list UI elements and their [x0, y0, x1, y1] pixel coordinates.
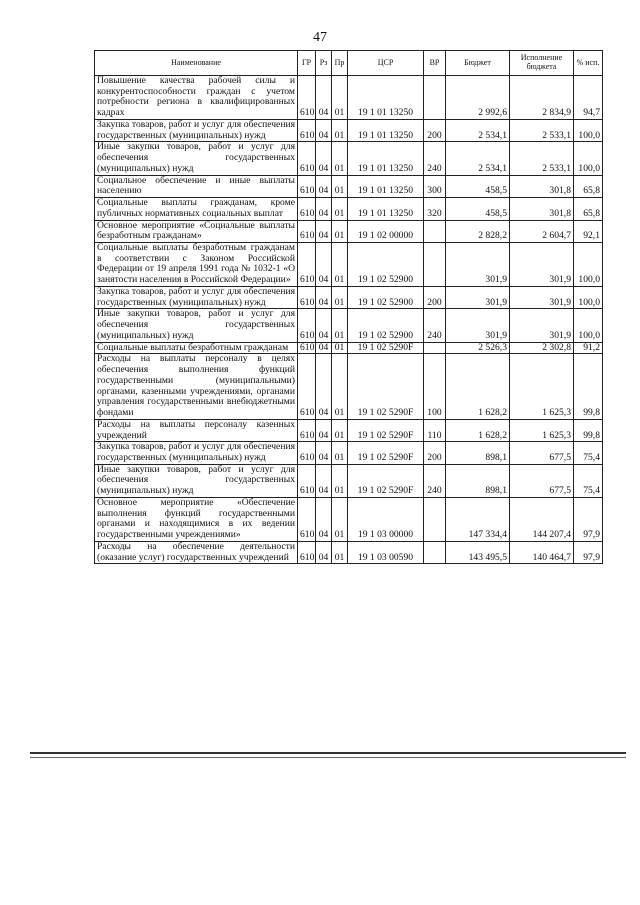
- row-budget-cell: 2 992,6: [446, 76, 510, 120]
- row-percent-cell: 94,7: [574, 76, 603, 120]
- row-rz-cell: 04: [316, 286, 332, 308]
- row-budget-cell: 147 334,4: [446, 497, 510, 541]
- budget-execution-table: [94, 50, 603, 564]
- row-rz-cell: 04: [316, 541, 332, 563]
- row-gr-cell: 610: [298, 198, 316, 220]
- row-gr-cell: 610: [298, 442, 316, 464]
- table-row: [95, 175, 603, 197]
- row-rz-cell: 04: [316, 198, 332, 220]
- row-gr-cell: 610: [298, 342, 316, 354]
- row-name-cell: Расходы на выплаты персоналу казенных учреждений: [95, 419, 298, 441]
- row-rz-cell: 04: [316, 175, 332, 197]
- row-name-cell: Социальное обеспечение и иные выплаты населению: [95, 175, 298, 197]
- row-rz-cell: 04: [316, 442, 332, 464]
- row-gr-cell: 610: [298, 419, 316, 441]
- row-rz-cell: 04: [316, 497, 332, 541]
- row-vr-cell: 200: [424, 442, 446, 464]
- row-percent-cell: 100,0: [574, 142, 603, 175]
- row-name-cell: Иные закупки товаров, работ и услуг для обеспечения государственных (муниципальных) нужд: [95, 309, 298, 342]
- row-rz-cell: 04: [316, 309, 332, 342]
- row-execution-cell: 301,8: [510, 175, 574, 197]
- row-percent-cell: 99,8: [574, 419, 603, 441]
- header-percent: % исп.: [574, 51, 603, 76]
- row-pr-cell: 01: [332, 286, 348, 308]
- row-csr-cell: 19 1 01 13250: [348, 119, 424, 141]
- header-csr: ЦСР: [348, 51, 424, 76]
- row-budget-cell: 301,9: [446, 309, 510, 342]
- row-execution-cell: 2 533,1: [510, 119, 574, 141]
- row-vr-cell: [424, 76, 446, 120]
- footer-divider: [30, 752, 626, 754]
- header-name: Наименование: [95, 51, 298, 76]
- row-vr-cell: 240: [424, 142, 446, 175]
- row-gr-cell: 610: [298, 142, 316, 175]
- row-vr-cell: 200: [424, 286, 446, 308]
- row-pr-cell: 01: [332, 419, 348, 441]
- row-execution-cell: 2 302,8: [510, 342, 574, 354]
- row-pr-cell: 01: [332, 309, 348, 342]
- row-percent-cell: 75,4: [574, 442, 603, 464]
- row-percent-cell: 97,9: [574, 497, 603, 541]
- row-budget-cell: 2 534,1: [446, 142, 510, 175]
- row-csr-cell: 19 1 02 5290F: [348, 342, 424, 354]
- row-execution-cell: 301,9: [510, 286, 574, 308]
- row-pr-cell: 01: [332, 220, 348, 242]
- row-name-cell: Иные закупки товаров, работ и услуг для обеспечения государственных (муниципальных) нужд: [95, 464, 298, 497]
- row-pr-cell: 01: [332, 464, 348, 497]
- row-percent-cell: 97,9: [574, 541, 603, 563]
- row-gr-cell: 610: [298, 354, 316, 419]
- row-execution-cell: 2 533,1: [510, 142, 574, 175]
- row-execution-cell: 1 625,3: [510, 354, 574, 419]
- row-rz-cell: 04: [316, 76, 332, 120]
- row-budget-cell: 2 526,3: [446, 342, 510, 354]
- table-row: [95, 464, 603, 497]
- row-percent-cell: 91,2: [574, 342, 603, 354]
- row-execution-cell: 301,9: [510, 309, 574, 342]
- row-pr-cell: 01: [332, 175, 348, 197]
- row-vr-cell: [424, 342, 446, 354]
- row-budget-cell: 2 534,1: [446, 119, 510, 141]
- row-name-cell: Закупка товаров, работ и услуг для обеспечения государственных (муниципальных) нужд: [95, 286, 298, 308]
- table-row: [95, 342, 603, 354]
- table-header-row: [95, 51, 603, 76]
- row-csr-cell: 19 1 01 13250: [348, 198, 424, 220]
- row-percent-cell: 65,8: [574, 198, 603, 220]
- row-budget-cell: 301,9: [446, 243, 510, 287]
- row-pr-cell: 01: [332, 342, 348, 354]
- row-vr-cell: [424, 220, 446, 242]
- row-csr-cell: 19 1 03 00590: [348, 541, 424, 563]
- row-rz-cell: 04: [316, 354, 332, 419]
- table-row: [95, 243, 603, 287]
- row-execution-cell: 140 464,7: [510, 541, 574, 563]
- row-gr-cell: 610: [298, 220, 316, 242]
- row-budget-cell: 898,1: [446, 464, 510, 497]
- row-name-cell: Закупка товаров, работ и услуг для обеспечения государственных (муниципальных) нужд: [95, 119, 298, 141]
- row-pr-cell: 01: [332, 442, 348, 464]
- row-budget-cell: 1 628,2: [446, 419, 510, 441]
- table-row: [95, 497, 603, 541]
- header-rz: Рз: [316, 51, 332, 76]
- row-csr-cell: 19 1 02 5290F: [348, 442, 424, 464]
- row-pr-cell: 01: [332, 243, 348, 287]
- row-budget-cell: 458,5: [446, 175, 510, 197]
- row-csr-cell: 19 1 01 13250: [348, 142, 424, 175]
- row-name-cell: Социальные выплаты безработным гражданам в соответствии с Законом Российской Федерации от 19 апреля 1991 года № 1032-1 «О занятости населения в Российской Федерации»: [95, 243, 298, 287]
- table-row: [95, 119, 603, 141]
- row-pr-cell: 01: [332, 198, 348, 220]
- row-csr-cell: 19 1 02 5290F: [348, 464, 424, 497]
- row-vr-cell: 300: [424, 175, 446, 197]
- row-vr-cell: 200: [424, 119, 446, 141]
- row-name-cell: Основное мероприятие «Обеспечение выполнения функций государственными органами и находящимися в их ведении государственными учреждениями»: [95, 497, 298, 541]
- row-percent-cell: 99,8: [574, 354, 603, 419]
- row-gr-cell: 610: [298, 309, 316, 342]
- row-gr-cell: 610: [298, 243, 316, 287]
- table-row: [95, 142, 603, 175]
- row-budget-cell: 2 828,2: [446, 220, 510, 242]
- row-vr-cell: [424, 541, 446, 563]
- header-pr: Пр: [332, 51, 348, 76]
- header-gr: ГР: [298, 51, 316, 76]
- row-execution-cell: 2 834,9: [510, 76, 574, 120]
- row-budget-cell: 458,5: [446, 198, 510, 220]
- table-row: [95, 286, 603, 308]
- row-budget-cell: 898,1: [446, 442, 510, 464]
- row-gr-cell: 610: [298, 175, 316, 197]
- row-csr-cell: 19 1 02 52900: [348, 309, 424, 342]
- row-name-cell: Закупка товаров, работ и услуг для обеспечения государственных (муниципальных) нужд: [95, 442, 298, 464]
- header-vr: ВР: [424, 51, 446, 76]
- row-pr-cell: 01: [332, 76, 348, 120]
- row-name-cell: Повышение качества рабочей силы и конкурентоспособности граждан с учетом потребности региона в квалифицированных кадрах: [95, 76, 298, 120]
- row-name-cell: Социальные выплаты безработным гражданам: [95, 342, 298, 354]
- row-csr-cell: 19 1 01 13250: [348, 175, 424, 197]
- row-gr-cell: 610: [298, 76, 316, 120]
- row-csr-cell: 19 1 02 52900: [348, 286, 424, 308]
- row-rz-cell: 04: [316, 243, 332, 287]
- row-gr-cell: 610: [298, 464, 316, 497]
- row-rz-cell: 04: [316, 119, 332, 141]
- row-csr-cell: 19 1 02 00000: [348, 220, 424, 242]
- table-row: [95, 354, 603, 419]
- row-percent-cell: 92,1: [574, 220, 603, 242]
- table-row: [95, 309, 603, 342]
- row-execution-cell: 2 604,7: [510, 220, 574, 242]
- row-csr-cell: 19 1 02 52900: [348, 243, 424, 287]
- row-vr-cell: 110: [424, 419, 446, 441]
- row-percent-cell: 75,4: [574, 464, 603, 497]
- row-vr-cell: [424, 497, 446, 541]
- row-percent-cell: 100,0: [574, 243, 603, 287]
- row-gr-cell: 610: [298, 541, 316, 563]
- row-vr-cell: 240: [424, 464, 446, 497]
- table-row: [95, 419, 603, 441]
- row-execution-cell: 301,8: [510, 198, 574, 220]
- row-percent-cell: 65,8: [574, 175, 603, 197]
- row-vr-cell: [424, 243, 446, 287]
- row-name-cell: Расходы на выплаты персоналу в целях обеспечения выполнения функций государственными (муниципальными) органами, казенными учреждениями, органами управления государственными внебюджетными фондами: [95, 354, 298, 419]
- row-percent-cell: 100,0: [574, 309, 603, 342]
- row-percent-cell: 100,0: [574, 119, 603, 141]
- row-execution-cell: 677,5: [510, 442, 574, 464]
- row-execution-cell: 301,9: [510, 243, 574, 287]
- row-vr-cell: 320: [424, 198, 446, 220]
- table-row: [95, 198, 603, 220]
- row-csr-cell: 19 1 02 5290F: [348, 354, 424, 419]
- row-gr-cell: 610: [298, 286, 316, 308]
- row-rz-cell: 04: [316, 419, 332, 441]
- table-row: [95, 442, 603, 464]
- row-rz-cell: 04: [316, 342, 332, 354]
- row-rz-cell: 04: [316, 142, 332, 175]
- table-row: [95, 541, 603, 563]
- row-name-cell: Иные закупки товаров, работ и услуг для обеспечения государственных (муниципальных) нужд: [95, 142, 298, 175]
- row-percent-cell: 100,0: [574, 286, 603, 308]
- row-gr-cell: 610: [298, 497, 316, 541]
- row-name-cell: Основное мероприятие «Социальные выплаты безработным гражданам»: [95, 220, 298, 242]
- row-gr-cell: 610: [298, 119, 316, 141]
- row-csr-cell: 19 1 03 00000: [348, 497, 424, 541]
- header-execution: Исполнение бюджета: [510, 51, 574, 76]
- footer-divider-thin: [30, 757, 626, 758]
- table-row: [95, 76, 603, 120]
- row-execution-cell: 144 207,4: [510, 497, 574, 541]
- row-vr-cell: 100: [424, 354, 446, 419]
- row-execution-cell: 677,5: [510, 464, 574, 497]
- table-body: [95, 76, 603, 564]
- row-pr-cell: 01: [332, 541, 348, 563]
- row-pr-cell: 01: [332, 354, 348, 419]
- row-budget-cell: 143 495,5: [446, 541, 510, 563]
- row-pr-cell: 01: [332, 497, 348, 541]
- table-row: [95, 220, 603, 242]
- row-rz-cell: 04: [316, 220, 332, 242]
- row-name-cell: Социальные выплаты гражданам, кроме публичных нормативных социальных выплат: [95, 198, 298, 220]
- row-csr-cell: 19 1 02 5290F: [348, 419, 424, 441]
- page-number: 47: [313, 30, 327, 45]
- row-pr-cell: 01: [332, 142, 348, 175]
- row-budget-cell: 301,9: [446, 286, 510, 308]
- row-pr-cell: 01: [332, 119, 348, 141]
- row-rz-cell: 04: [316, 464, 332, 497]
- row-budget-cell: 1 628,2: [446, 354, 510, 419]
- row-vr-cell: 240: [424, 309, 446, 342]
- row-execution-cell: 1 625,3: [510, 419, 574, 441]
- row-name-cell: Расходы на обеспечение деятельности (оказание услуг) государственных учреждений: [95, 541, 298, 563]
- row-csr-cell: 19 1 01 13250: [348, 76, 424, 120]
- header-budget: Бюджет: [446, 51, 510, 76]
